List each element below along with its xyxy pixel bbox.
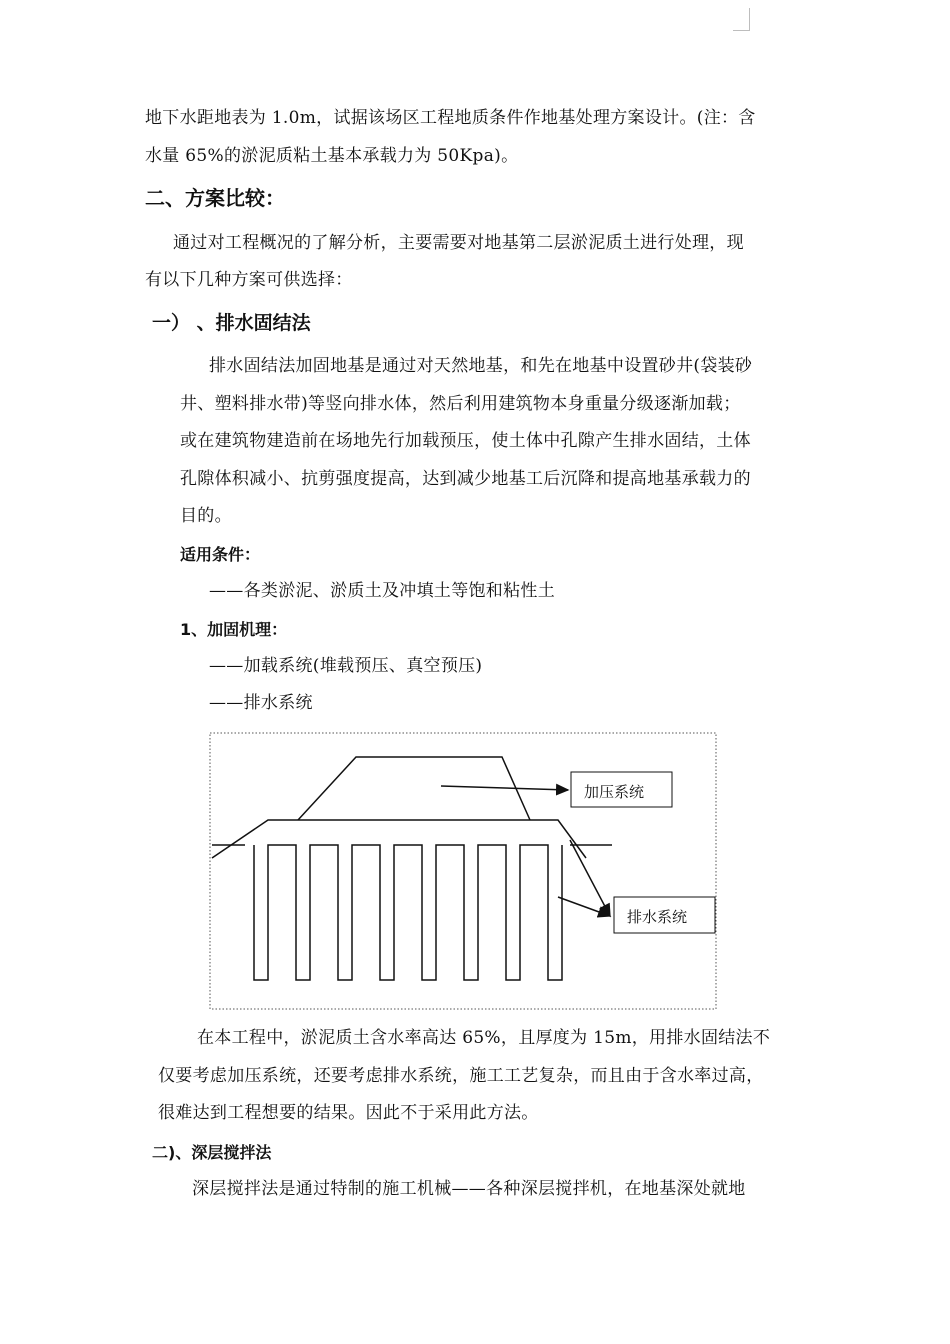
- method-1-conclusion-line-1: 在本工程中，淤泥质土含水率高达 65%，且厚度为 15m，用排水固结法不: [197, 1028, 771, 1048]
- method-1-desc-line-4: 孔隙体积减小、抗剪强度提高，达到减少地基工后沉降和提高地基承载力的: [180, 469, 751, 489]
- intro-line-1: 地下水距地表为 1.0m，试据该场区工程地质条件作地基处理方案设计。(注：含: [145, 108, 756, 128]
- pressure-system-label: 加压系统: [584, 783, 645, 801]
- drainage-arrow-2: [570, 840, 610, 916]
- section-2-heading: 二、方案比较：: [145, 186, 285, 210]
- section-2-intro-line-1: 通过对工程概况的了解分析，主要需要对地基第二层淤泥质土进行处理，现: [173, 233, 744, 253]
- section-2-intro-line-2: 有以下几种方案可供选择：: [145, 270, 353, 290]
- drainage-system-label: 排水系统: [627, 908, 688, 926]
- method-1-desc-line-1: 排水固结法加固地基是通过对天然地基，和先在地基中设置砂井(袋装砂: [209, 356, 753, 376]
- method-1-conclusion-line-3: 很难达到工程想要的结果。因此不于采用此方法。: [158, 1103, 539, 1123]
- conditions-label: 适用条件：: [180, 545, 261, 564]
- method-2-heading: 二)、深层搅拌法: [152, 1143, 272, 1162]
- mechanism-label: 1、加固机理：: [180, 620, 288, 639]
- method-1-heading: 一） 、排水固结法: [152, 312, 311, 334]
- method-1-desc-line-5: 目的。: [180, 506, 232, 526]
- conditions-item: ——各类淤泥、淤质土及冲填土等饱和粘性土: [209, 581, 555, 601]
- mechanism-item-loading: ——加载系统(堆载预压、真空预压): [209, 656, 483, 676]
- vertical-drains: [254, 845, 562, 980]
- pressure-arrow: [441, 786, 568, 790]
- method-1-desc-line-3: 或在建筑物建造前在场地先行加载预压，使土体中孔隙产生排水固结，土体: [180, 431, 751, 451]
- intro-line-2: 水量 65%的淤泥质粘土基本承载力为 50Kpa)。: [145, 146, 519, 166]
- surcharge-load-shape: [298, 757, 530, 820]
- method-1-desc-line-2: 井、塑料排水带)等竖向排水体，然后利用建筑物本身重量分级逐渐加载；: [180, 394, 741, 414]
- method-1-conclusion-line-2: 仅要考虑加压系统，还要考虑排水系统，施工工艺复杂，而且由于含水率过高，: [158, 1066, 764, 1086]
- method-2-desc-line-1: 深层搅拌法是通过特制的施工机械——各种深层搅拌机，在地基深处就地: [192, 1179, 746, 1199]
- mechanism-item-drainage: ——排水系统: [209, 693, 313, 713]
